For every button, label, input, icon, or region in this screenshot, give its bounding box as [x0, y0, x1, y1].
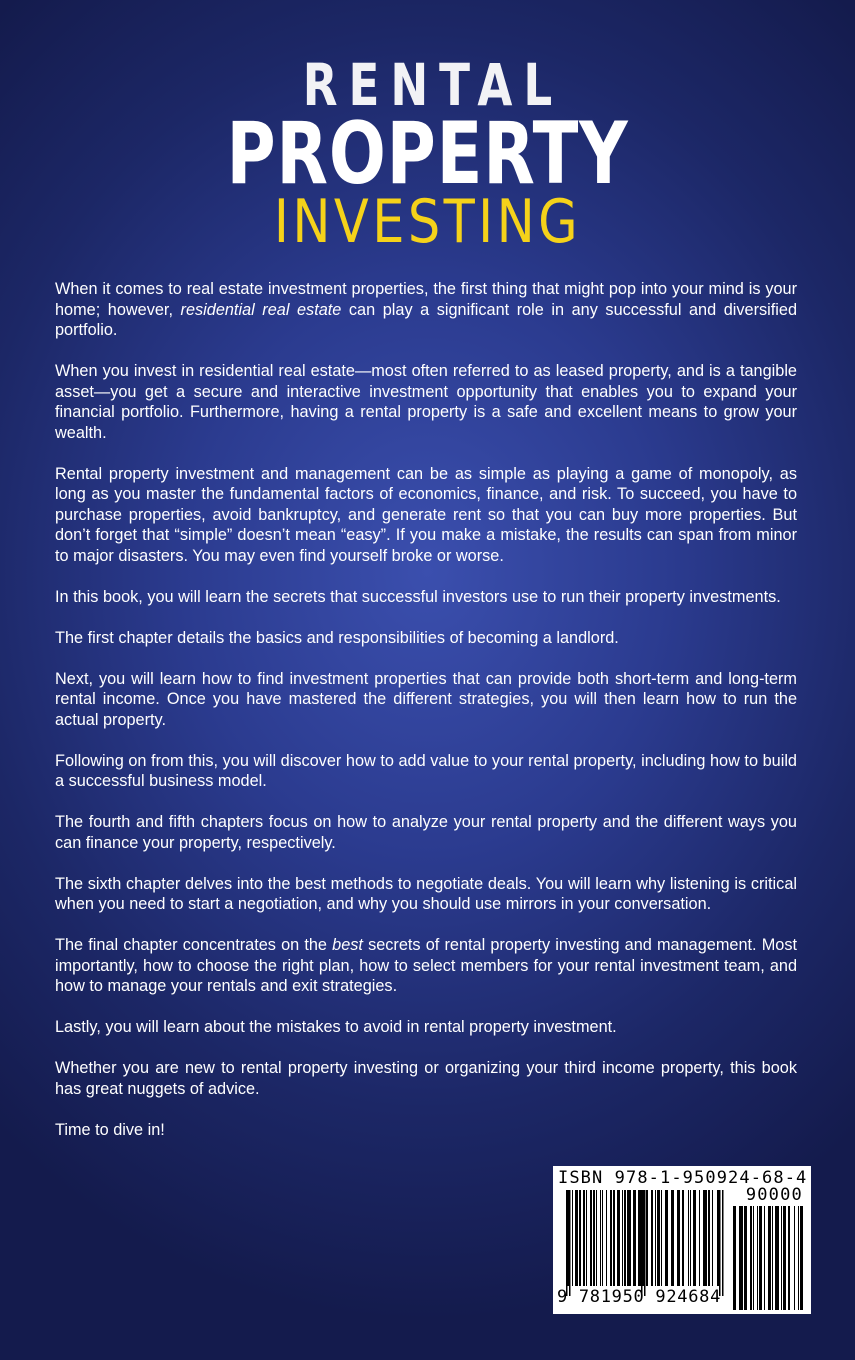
barcode-bar [800, 1206, 803, 1310]
blurb-paragraph-1 [55, 279, 797, 341]
barcode-bar [759, 1206, 762, 1310]
barcode-guard-bar [719, 1190, 721, 1296]
barcode-bar [671, 1190, 674, 1286]
barcode-bar [586, 1190, 587, 1286]
blurb-paragraph-10 [55, 935, 797, 997]
barcode-bar [572, 1190, 573, 1286]
barcode-bar [655, 1190, 656, 1286]
price-code: 90000 [745, 1185, 803, 1205]
barcode-bar [606, 1190, 607, 1286]
blurb-paragraph-3: Rental property investment and management can be as simple as playing a game of monopoly, as long as you master the fundamental factors of economics, finance, and risk. To succeed, you have to purchase properties, avoid bankruptcy, and generate rent so that you can buy more properties. But don’t forget that “simple” doesn’t mean “easy”. If you make a mistake, the results can span from minor to major disasters. You may even find yourself broke or worse. [55, 464, 797, 565]
barcode-bar [744, 1206, 747, 1310]
blurb-paragraph-13: Time to dive in! [55, 1120, 165, 1139]
barcode-bar [665, 1190, 668, 1286]
barcode-bar [768, 1206, 771, 1310]
blurb-text: can play a significant role in any successful and diversified portfolio. [55, 300, 797, 339]
blurb-paragraph-7: Following on from this, you will discover how to add value to your rental property, including how to build a successful business model. [55, 751, 797, 790]
barcode-bar [624, 1190, 626, 1286]
barcode-bar [717, 1190, 719, 1286]
barcode-bar [794, 1206, 795, 1310]
barcode-bar [798, 1206, 799, 1310]
barcode-guard-bar [644, 1190, 646, 1296]
isbn-label: ISBN 978-1-950924-68-4 [558, 1168, 808, 1188]
barcode-bar [583, 1190, 585, 1286]
barcode-bar [693, 1190, 696, 1286]
barcode-bar [600, 1190, 601, 1286]
barcode-bar [739, 1206, 743, 1310]
barcode-bar [602, 1190, 603, 1286]
barcode-bar [733, 1206, 736, 1310]
blurb-emphasis: best [332, 936, 363, 954]
barcode-bar [613, 1190, 615, 1286]
barcode-bar [627, 1190, 631, 1286]
barcode-bar [772, 1206, 773, 1310]
barcode-bar [617, 1190, 620, 1286]
blurb-paragraph-11: Lastly, you will learn about the mistakes to avoid in rental property investment. [55, 1018, 617, 1036]
barcode-bar [690, 1190, 691, 1286]
barcode-bar [757, 1206, 758, 1310]
barcode-guard-bar [722, 1190, 724, 1296]
barcode-bar [646, 1190, 648, 1286]
blurb-paragraph-4: In this book, you will learn the secrets that successful investors use to run their property investments. [55, 587, 781, 606]
barcode-bar [596, 1190, 597, 1286]
barcode-bar [633, 1190, 636, 1286]
blurb-paragraph-8: The fourth and fifth chapters focus on how to analyze your rental property and the different ways you can finance your property, respectively. [55, 813, 797, 852]
title-property: PROPERTY [226, 104, 629, 204]
barcode-bar [682, 1190, 684, 1286]
title-rental: RENTAL [302, 51, 564, 119]
barcode-guard-bar [566, 1190, 568, 1296]
blurb-text: When it comes to real estate investment properties, the first thing that might pop into your mind is your home; however, [55, 280, 797, 319]
barcode-bar [610, 1190, 612, 1286]
isbn-barcode [553, 1166, 811, 1314]
barcode-bar [703, 1190, 707, 1286]
blurb-emphasis: residential real estate [180, 300, 342, 319]
barcode-bar [688, 1190, 689, 1286]
barcode-bar [783, 1206, 786, 1310]
barcode-guard-bar [569, 1190, 571, 1296]
ean-digits: 9 781950 924684 [557, 1287, 722, 1307]
blurb-paragraph-6: Next, you will learn how to find investment properties that can provide both short-term and long-term rental income. Once you have mastered the different strategies, you will then learn how to run the actual property. [55, 669, 797, 729]
barcode-bar [788, 1206, 790, 1310]
barcode-guard-bar [641, 1190, 643, 1296]
barcode-bar [638, 1190, 641, 1286]
barcode-bar [699, 1190, 700, 1286]
barcode-bar [575, 1190, 578, 1286]
barcode-bar [753, 1206, 754, 1310]
blurb-paragraph-9: The sixth chapter delves into the best methods to negotiate deals. You will learn why listening is critical when you need to start a negotiation, and why you should use mirrors in your conversation. [55, 874, 797, 913]
barcode-bar [775, 1206, 779, 1310]
barcode-bar [593, 1190, 595, 1286]
barcode-bar [781, 1206, 782, 1310]
barcode-bar [622, 1190, 623, 1286]
barcode-bar [764, 1206, 765, 1310]
barcode-bar [712, 1190, 713, 1286]
barcode-bar [661, 1190, 662, 1286]
barcode-bar [677, 1190, 680, 1286]
blurb-paragraph-5: The first chapter details the basics and responsibilities of becoming a landlord. [55, 628, 619, 647]
title-investing: INVESTING [273, 187, 582, 257]
blurb-paragraph-12: Whether you are new to rental property investing or organizing your third income property, this book has great nuggets of advice. [55, 1059, 797, 1098]
barcode-bar [750, 1206, 752, 1310]
barcode-bar [651, 1190, 653, 1286]
blurb-paragraph-2: When you invest in residential real estate—most often referred to as leased property, and is a tangible asset—you get a secure and interactive investment opportunity that enables you to expand your financial portfolio. Furthermore, having a rental property is a safe and excellent means to grow your wealth. [55, 362, 797, 442]
blurb-text: The final chapter concentrates on the [55, 936, 333, 954]
barcode-bar [708, 1190, 710, 1286]
barcode-bar [590, 1190, 592, 1286]
barcode-bar [657, 1190, 660, 1286]
back-cover-blurb [55, 279, 797, 1161]
barcode-bar [579, 1190, 581, 1286]
blurb-text: secrets of rental property investing and management. Most importantly, how to choose the right plan, how to select members for your rental investment team, and how to manage your rentals and exit strategies. [55, 936, 797, 995]
